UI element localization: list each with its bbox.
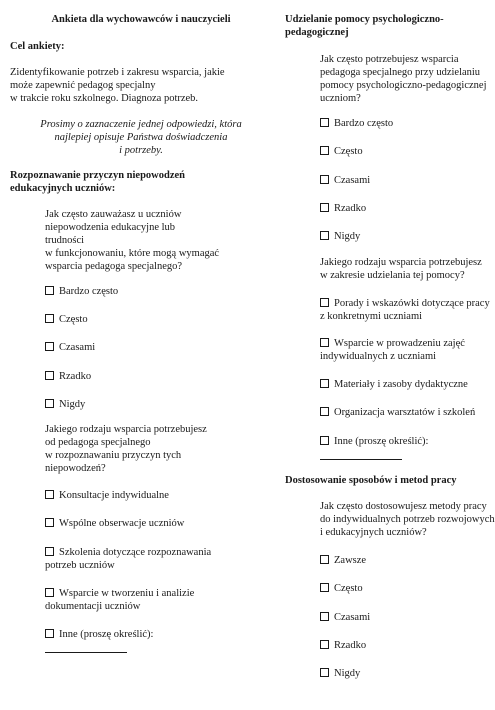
- s3q1-option-rzadko[interactable]: Rzadko: [320, 639, 366, 652]
- s1q2-option-szkolenia[interactable]: Szkolenia dotyczące rozpoznawania potrzeb uczniów: [45, 547, 212, 571]
- s1q1-option-czasami[interactable]: Czasami: [45, 341, 95, 354]
- s2q1-option-czesto[interactable]: Często: [320, 145, 363, 158]
- s2q2-option-materialy[interactable]: Materiały i zasoby dydaktyczne: [320, 378, 468, 391]
- section2-question1: Jak często potrzebujesz wsparcia pedagoga specjalnego przy udzielaniu pomocy psychologiczno-pedagogicznej uczniom?: [320, 54, 487, 104]
- s2q1-option-czasami[interactable]: Czasami: [320, 174, 370, 187]
- s1q1-option-rzadko[interactable]: Rzadko: [45, 370, 91, 383]
- instruction-text: Prosimy o zaznaczenie jednej odpowiedzi, która najlepiej opisuje Państwa doświadczenia i potrzeby.: [40, 119, 242, 156]
- s2q1-option-rzadko[interactable]: Rzadko: [320, 202, 366, 215]
- s3q1-option-czasami[interactable]: Czasami: [320, 611, 370, 624]
- goal-text: Zidentyfikowanie potrzeb i zakresu wsparcia, jakie może zapewnić pedagog specjalny w trakcie roku szkolnego. Diagnoza potrzeb.: [10, 67, 225, 104]
- section2-question2: Jakiego rodzaju wsparcia potrzebujesz w zakresie udzielania tej pomocy?: [320, 257, 482, 281]
- s1q1-option-nigdy[interactable]: Nigdy: [45, 398, 85, 411]
- s1q2-option-obserwacje[interactable]: Wspólne obserwacje uczniów: [45, 517, 184, 530]
- s3q1-option-nigdy[interactable]: Nigdy: [320, 667, 360, 680]
- goal-heading: Cel ankiety:: [10, 41, 65, 52]
- s1q2-option-inne[interactable]: Inne (proszę określić):: [45, 628, 153, 641]
- survey-title: Ankieta dla wychowawców i nauczycieli: [51, 14, 231, 25]
- s2q2-option-porady[interactable]: Porady i wskazówki dotyczące pracy z konkretnymi uczniami: [320, 298, 490, 322]
- section1-question2: Jakiego rodzaju wsparcia potrzebujesz od pedagoga specjalnego w rozpoznawaniu przyczyn tych niepowodzeń?: [45, 424, 207, 474]
- section2-heading: Udzielanie pomocy psychologiczno- pedagogicznej: [285, 14, 444, 38]
- s1q2-other-answer-line[interactable]: [45, 652, 127, 653]
- s3q1-option-zawsze[interactable]: Zawsze: [320, 554, 366, 567]
- section1-question1: Jak często zauważasz u uczniów niepowodzenia edukacyjne lub trudności w funkcjonowaniu, które mogą wymagać wsparcia pedagoga specjalnego?: [45, 209, 220, 272]
- right-column: [282, 0, 495, 710]
- s2q1-option-nigdy[interactable]: Nigdy: [320, 230, 360, 243]
- s2q2-option-inne[interactable]: Inne (proszę określić):: [320, 435, 428, 448]
- s2q2-option-zajecia[interactable]: Wsparcie w prowadzeniu zajęć indywidualnych z uczniami: [320, 338, 465, 362]
- s2q2-option-warsztaty[interactable]: Organizacja warsztatów i szkoleń: [320, 406, 475, 419]
- s1q1-option-bardzo-czesto[interactable]: Bardzo często: [45, 285, 118, 298]
- s2q1-option-bardzo-czesto[interactable]: Bardzo często: [320, 117, 393, 130]
- s1q2-option-dokumentacja[interactable]: Wsparcie w tworzeniu i analizie dokumentacji uczniów: [45, 588, 195, 612]
- s3q1-option-czesto[interactable]: Często: [320, 582, 363, 595]
- s1q1-option-czesto[interactable]: Często: [45, 313, 88, 326]
- section3-question1: Jak często dostosowujesz metody pracy do indywidualnych potrzeb rozwojowych i edukacyjnych uczniów?: [320, 501, 495, 538]
- section3-heading: Dostosowanie sposobów i metod pracy: [285, 475, 457, 486]
- section1-heading: Rozpoznawanie przyczyn niepowodzeń edukacyjnych uczniów:: [10, 170, 185, 194]
- s2q2-other-answer-line[interactable]: [320, 459, 402, 460]
- s1q2-option-konsultacje[interactable]: Konsultacje indywidualne: [45, 489, 169, 502]
